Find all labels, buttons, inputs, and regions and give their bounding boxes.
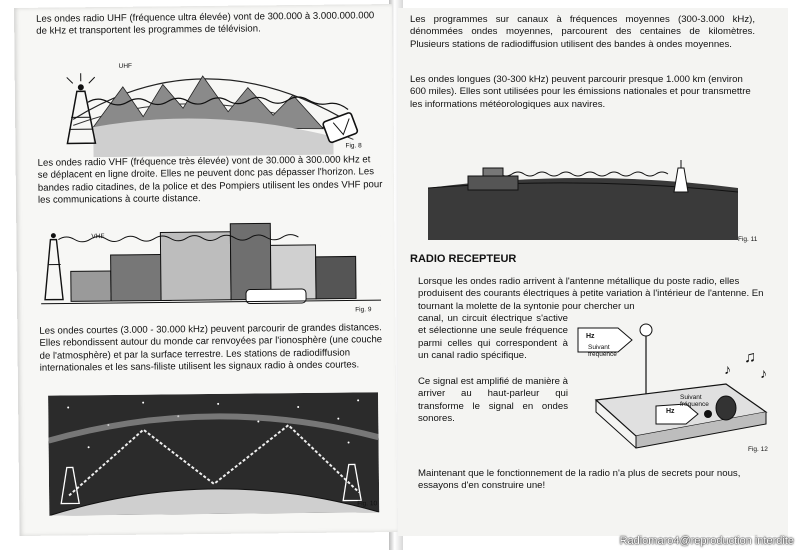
mediumwave-text: Les programmes sur canaux à fréquences moyennes (300-3.000 kHz), dénommées ondes moyennes, parcourent des centaines de kilomètres. Plusieurs stations de radiodiffusion utilisent des bandes à ondes moyennes. [410,14,755,50]
longwave-paragraph [410,74,755,111]
vhf-text: Les ondes radio VHF (fréquence très élevée) vont de 30.000 à 300.000 kHz et se déplacent en ligne droite. Elles ne peuvent donc pas dépasser l'horizon. Les bandes radio citadines, de la police et des Pompiers utilisent les ondes VHF pour les communications à courte distance. [37,154,383,206]
longwave-text: Les ondes longues (30-300 kHz) peuvent parcourir presque 1.000 km (environ 600 miles). Elles sont utilisées pour les émissions nationales et pour transmettre les informations météorologiques aux navires. [410,74,751,110]
receiver-paragraph-1 [418,276,770,313]
svg-text:♫: ♫ [744,349,756,366]
fig11-longwave-illustration [428,148,738,240]
vhf-paragraph [38,154,384,207]
receiver-paragraph-3 [418,376,568,426]
svg-text:♪: ♪ [760,365,767,381]
fig8-label: Fig. 8 [345,142,362,150]
fig12-receiver-illustration [576,320,776,450]
fig12-hz-2: Hz [666,408,675,415]
receiver-text-1: Lorsque les ondes radio arrivent à l'antenne métallique du poste radio, elles produisent des courants électriques à petite variation à l'intérieur de l'antenne. En tournant la molette de la syntonie pour chercher un [418,276,764,312]
fig12-hz-1: Hz [586,333,595,340]
receiver-text-2: canal, un circuit électrique s'active et sélectionne une seule fréquence parmi celles qui correspondent à un canal radio spécifique. [418,313,568,362]
fig12-freq-2: Suivant fréquence [680,394,709,408]
shortwave-paragraph [39,322,385,375]
receiver-heading-block [410,253,516,265]
fig12-label: Fig. 12 [748,446,768,453]
left-page [14,4,398,536]
mediumwave-paragraph [410,14,755,51]
fig9-vhf-illustration [40,216,381,310]
fig8-uhf-illustration [32,44,383,158]
fig10-label: Fig. 10 [357,500,378,508]
fig11-label: Fig. 11 [738,236,758,243]
fig8-tag: UHF [118,62,133,70]
fig12-freq-1: Suivant fréquence [588,344,617,358]
fig9-label: Fig. 9 [355,306,372,314]
uhf-paragraph [36,10,381,38]
watermark-text: Radiomaro4@reproduction interdite [619,535,794,547]
right-page [398,8,788,536]
receiver-heading: RADIO RECEPTEUR [410,253,517,265]
uhf-text: Les ondes radio UHF (fréquence ultra élevée) vont de 300.000 à 3.000.000.000 de kHz et transportent les programmes de télévision. [36,10,375,38]
receiver-paragraph-2 [418,313,568,363]
svg-text:♪: ♪ [724,361,731,377]
fig9-tag: VHF [91,233,105,241]
conclusion-paragraph [418,468,780,493]
conclusion-text: Maintenant que le fonctionnement de la radio n'a plus de secrets pour nous, essayons d'en construire une! [418,468,741,492]
shortwave-text: Les ondes courtes (3.000 - 30.000 kHz) peuvent parcourir de grandes distances. Elles rebondissent autour du monde car renvoyées par l'ionosphère (une couche de l'atmosphère) et par la surface terrestre. Les stations de radiodiffusion internationales et les sans-filiste utilisent les signaux radio à ondes courtes. [39,322,383,374]
fig10-shortwave-illustration [48,392,379,515]
receiver-text-3: Ce signal est amplifié de manière à arriver au haut-parleur qui transforme le signal en ondes sonores. [418,376,568,425]
